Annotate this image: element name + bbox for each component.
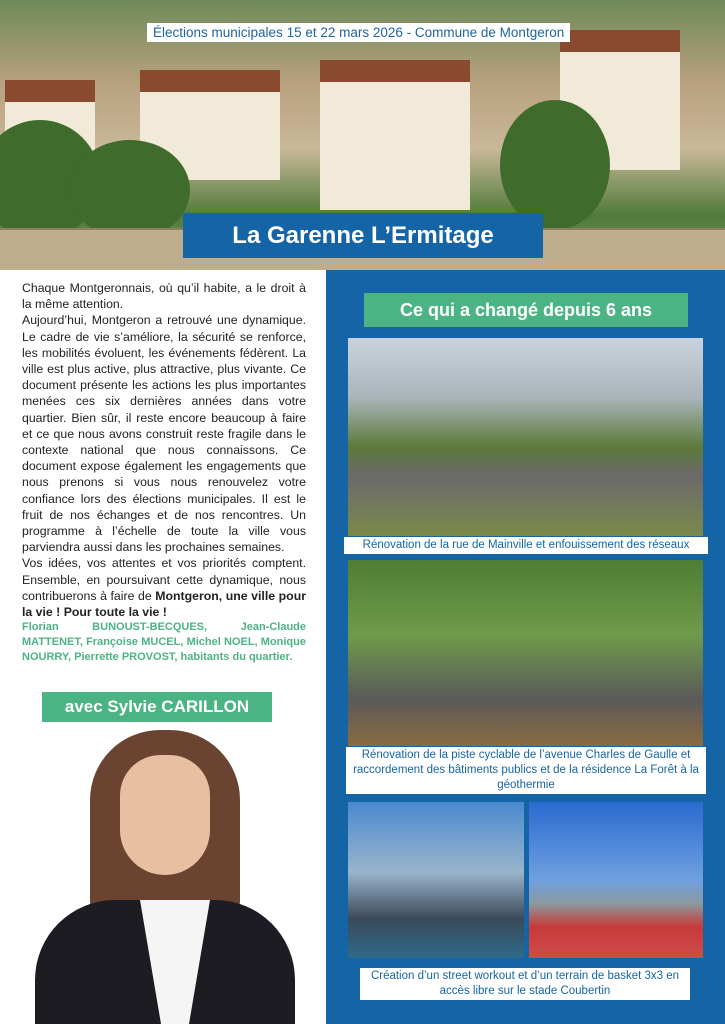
signatories: Florian BUNOUST-BECQUES, Jean-Claude MATTENET, Françoise MUCEL, Michel NOEL, Monique NOURRY, Pierrette PROVOST, habitants du quartier. [22,621,306,664]
election-subtitle: Élections municipales 15 et 22 mars 2026 - Commune de Montgeron [147,23,570,42]
changes-title: Ce qui a changé depuis 6 ans [364,293,688,327]
closing-paragraph [22,555,306,620]
candidate-portrait [30,730,320,1024]
closing-text: Vos idées, vos attentes et vos priorités comptent. Ensemble, en poursuivant cette dynamique, nous contribuerons à faire de [22,556,306,603]
closing-slogan: Montgeron, une ville pour la vie ! Pour toute la vie ! [22,588,306,620]
photo-basket-3x3 [529,802,703,958]
candidate-banner: avec Sylvie CARILLON [42,692,272,722]
caption-1: Rénovation de la rue de Mainville et enfouissement des réseaux [344,537,708,554]
intro-paragraph: Chaque Montgeronnais, où qu’il habite, a le droit à la même attention. [22,281,306,312]
photo-rue-mainville [348,338,703,536]
caption-2: Rénovation de la piste cyclable de l’avenue Charles de Gaulle et raccordement des bâtiments publics et de la résidence La Forêt à la géothermie [346,747,706,794]
photo-piste-cyclable [348,560,703,746]
caption-3: Création d’un street workout et d’un terrain de basket 3x3 en accès libre sur le stade Coubertin [360,968,690,1000]
photo-street-workout [348,802,524,958]
intro-paragraph: Aujourd’hui, Montgeron a retrouvé une dynamique. Le cadre de vie s’améliore, la sécurité se renforce, les mobilités évoluent, les événements fédèrent. La ville est plus active, plus attractive, plus vivante. Ce document présente les actions les plus importantes menées ces six dernières années dans votre quartier. Bien sûr, il reste encore beaucoup à faire et ce que nous avons construit reste fragile dans le contexte national que nous connaissons. Ce document expose également les engagements que nous prenons si vous nous renouvelez votre confiance lors des élections municipales. Il est le fruit de nos échanges et de nos rencontres. Un programme à l’échelle de toute la ville vous parviendra aussi dans les prochaines semaines. [22,313,306,555]
intro-text [22,280,306,665]
page-title: La Garenne L’Ermitage [183,213,543,258]
